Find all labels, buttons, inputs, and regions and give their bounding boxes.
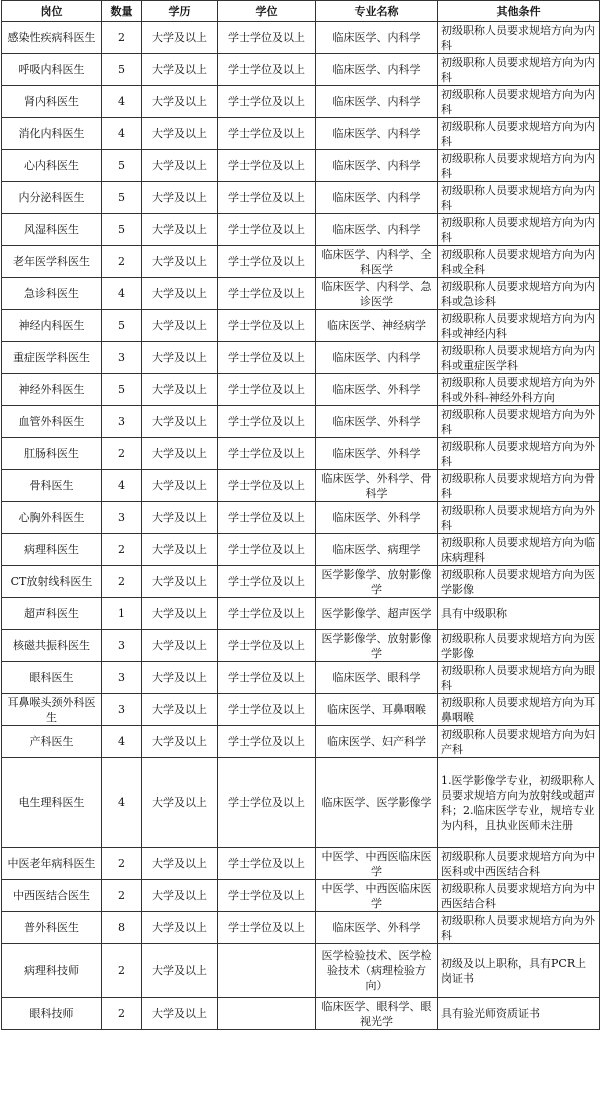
- table-row: [2, 374, 600, 406]
- table-row: [2, 310, 600, 342]
- header-degree: 学位: [218, 1, 316, 22]
- cell-post: 神经内科医生: [2, 310, 102, 342]
- cell-post: 风湿科医生: [2, 214, 102, 246]
- cell-post: 耳鼻喉头颈外科医生: [2, 694, 102, 726]
- cell-degree: 学士学位及以上: [218, 566, 316, 598]
- table-row: [2, 758, 600, 848]
- cell-other: 初级职称人员要求规培方向为医学影像: [438, 630, 600, 662]
- cell-count: 5: [102, 150, 142, 182]
- cell-major: 中医学、中西医临床医学: [316, 880, 438, 912]
- cell-degree: 学士学位及以上: [218, 534, 316, 566]
- table-row: [2, 726, 600, 758]
- cell-other: 初级职称人员要求规培方向为外科: [438, 438, 600, 470]
- table-row: [2, 566, 600, 598]
- cell-other: 初级职称人员要求规培方向为内科: [438, 118, 600, 150]
- recruitment-table: [1, 0, 600, 1030]
- cell-degree: 学士学位及以上: [218, 406, 316, 438]
- cell-count: 2: [102, 246, 142, 278]
- cell-degree: [218, 998, 316, 1030]
- cell-education: 大学及以上: [142, 54, 218, 86]
- table-row: [2, 278, 600, 310]
- cell-other: 初级职称人员要求规培方向为内科: [438, 150, 600, 182]
- cell-count: 5: [102, 182, 142, 214]
- cell-other: 初级职称人员要求规培方向为外科: [438, 502, 600, 534]
- cell-major: 临床医学、医学影像学: [316, 758, 438, 848]
- cell-count: 3: [102, 630, 142, 662]
- cell-degree: 学士学位及以上: [218, 22, 316, 54]
- cell-other: 1.医学影像学专业，初级职称人员要求规培方向为放射线或超声科；2.临床医学专业，规培专业为内科，且执业医师未注册: [438, 758, 600, 848]
- cell-major: 临床医学、妇产科学: [316, 726, 438, 758]
- cell-education: 大学及以上: [142, 374, 218, 406]
- header-education: 学历: [142, 1, 218, 22]
- cell-other: 初级职称人员要求规培方向为内科或神经内科: [438, 310, 600, 342]
- cell-degree: 学士学位及以上: [218, 374, 316, 406]
- cell-degree: 学士学位及以上: [218, 758, 316, 848]
- cell-education: 大学及以上: [142, 342, 218, 374]
- cell-count: 3: [102, 662, 142, 694]
- table-row: [2, 470, 600, 502]
- table-row: [2, 438, 600, 470]
- header-major: 专业名称: [316, 1, 438, 22]
- cell-count: 2: [102, 438, 142, 470]
- cell-major: 临床医学、病理学: [316, 534, 438, 566]
- cell-post: 血管外科医生: [2, 406, 102, 438]
- cell-education: 大学及以上: [142, 438, 218, 470]
- cell-degree: 学士学位及以上: [218, 342, 316, 374]
- table-row: [2, 848, 600, 880]
- cell-count: 3: [102, 342, 142, 374]
- cell-major: 临床医学、内科学: [316, 214, 438, 246]
- table-row: [2, 630, 600, 662]
- table-row: [2, 598, 600, 630]
- table-row: [2, 86, 600, 118]
- cell-education: 大学及以上: [142, 912, 218, 944]
- cell-count: 2: [102, 566, 142, 598]
- cell-other: 初级职称人员要求规培方向为临床病理科: [438, 534, 600, 566]
- cell-post: 急诊科医生: [2, 278, 102, 310]
- cell-post: CT放射线科医生: [2, 566, 102, 598]
- table-row: [2, 912, 600, 944]
- cell-major: 临床医学、外科学: [316, 502, 438, 534]
- cell-degree: 学士学位及以上: [218, 246, 316, 278]
- cell-count: 4: [102, 118, 142, 150]
- cell-count: 4: [102, 758, 142, 848]
- cell-post: 心胸外科医生: [2, 502, 102, 534]
- cell-count: 2: [102, 534, 142, 566]
- cell-post: 感染性疾病科医生: [2, 22, 102, 54]
- cell-post: 骨科医生: [2, 470, 102, 502]
- cell-post: 核磁共振科医生: [2, 630, 102, 662]
- header-post: 岗位: [2, 1, 102, 22]
- cell-education: 大学及以上: [142, 406, 218, 438]
- cell-education: 大学及以上: [142, 310, 218, 342]
- cell-education: 大学及以上: [142, 726, 218, 758]
- cell-other: 初级职称人员要求规培方向为医学影像: [438, 566, 600, 598]
- cell-other: 初级职称人员要求规培方向为妇产科: [438, 726, 600, 758]
- table-row: [2, 534, 600, 566]
- cell-degree: 学士学位及以上: [218, 54, 316, 86]
- cell-post: 内分泌科医生: [2, 182, 102, 214]
- header-count: 数量: [102, 1, 142, 22]
- table-row: [2, 54, 600, 86]
- cell-education: 大学及以上: [142, 944, 218, 998]
- cell-degree: 学士学位及以上: [218, 598, 316, 630]
- cell-major: 医学影像学、放射影像学: [316, 566, 438, 598]
- cell-major: 临床医学、内科学、全科医学: [316, 246, 438, 278]
- cell-major: 临床医学、眼科学: [316, 662, 438, 694]
- cell-other: 初级职称人员要求规培方向为内科: [438, 182, 600, 214]
- cell-degree: 学士学位及以上: [218, 726, 316, 758]
- table-row: [2, 214, 600, 246]
- cell-count: 5: [102, 54, 142, 86]
- cell-major: 临床医学、耳鼻咽喉: [316, 694, 438, 726]
- table-row: [2, 880, 600, 912]
- table-row: [2, 694, 600, 726]
- cell-other: 初级职称人员要求规培方向为眼科: [438, 662, 600, 694]
- cell-education: 大学及以上: [142, 566, 218, 598]
- cell-degree: 学士学位及以上: [218, 86, 316, 118]
- cell-education: 大学及以上: [142, 470, 218, 502]
- cell-education: 大学及以上: [142, 598, 218, 630]
- cell-count: 3: [102, 694, 142, 726]
- cell-degree: 学士学位及以上: [218, 214, 316, 246]
- cell-major: 临床医学、内科学: [316, 86, 438, 118]
- cell-education: 大学及以上: [142, 150, 218, 182]
- cell-degree: 学士学位及以上: [218, 182, 316, 214]
- header-other: 其他条件: [438, 1, 600, 22]
- cell-other: 初级职称人员要求规培方向为外科: [438, 912, 600, 944]
- table-row: [2, 182, 600, 214]
- cell-post: 普外科医生: [2, 912, 102, 944]
- table-row: [2, 662, 600, 694]
- cell-post: 电生理科医生: [2, 758, 102, 848]
- cell-post: 眼科技师: [2, 998, 102, 1030]
- cell-education: 大学及以上: [142, 758, 218, 848]
- cell-count: 2: [102, 998, 142, 1030]
- cell-post: 神经外科医生: [2, 374, 102, 406]
- cell-degree: 学士学位及以上: [218, 502, 316, 534]
- cell-other: 初级职称人员要求规培方向为内科: [438, 54, 600, 86]
- cell-other: 初级职称人员要求规培方向为内科或重症医学科: [438, 342, 600, 374]
- table-body: [2, 22, 600, 1030]
- cell-major: 临床医学、内科学: [316, 118, 438, 150]
- cell-major: 临床医学、内科学: [316, 22, 438, 54]
- cell-other: 初级职称人员要求规培方向为内科: [438, 22, 600, 54]
- cell-major: 临床医学、外科学、骨科学: [316, 470, 438, 502]
- cell-other: 初级职称人员要求规培方向为外科: [438, 406, 600, 438]
- cell-education: 大学及以上: [142, 214, 218, 246]
- table-row: [2, 406, 600, 438]
- cell-other: 具有中级职称: [438, 598, 600, 630]
- cell-count: 4: [102, 86, 142, 118]
- cell-major: 临床医学、外科学: [316, 438, 438, 470]
- cell-degree: 学士学位及以上: [218, 694, 316, 726]
- cell-post: 老年医学科医生: [2, 246, 102, 278]
- cell-other: 初级职称人员要求规培方向为内科或急诊科: [438, 278, 600, 310]
- cell-count: 3: [102, 502, 142, 534]
- cell-major: 临床医学、神经病学: [316, 310, 438, 342]
- cell-degree: 学士学位及以上: [218, 662, 316, 694]
- cell-post: 病理科技师: [2, 944, 102, 998]
- cell-other: 初级职称人员要求规培方向为内科: [438, 214, 600, 246]
- cell-post: 眼科医生: [2, 662, 102, 694]
- cell-other: 初级及以上职称，具有PCR上岗证书: [438, 944, 600, 998]
- cell-degree: 学士学位及以上: [218, 848, 316, 880]
- cell-count: 5: [102, 310, 142, 342]
- cell-count: 5: [102, 374, 142, 406]
- cell-education: 大学及以上: [142, 880, 218, 912]
- cell-count: 1: [102, 598, 142, 630]
- table-row: [2, 502, 600, 534]
- table-row: [2, 998, 600, 1030]
- cell-post: 消化内科医生: [2, 118, 102, 150]
- cell-degree: 学士学位及以上: [218, 438, 316, 470]
- cell-count: 2: [102, 944, 142, 998]
- cell-count: 2: [102, 22, 142, 54]
- cell-education: 大学及以上: [142, 502, 218, 534]
- cell-major: 临床医学、眼科学、眼视光学: [316, 998, 438, 1030]
- cell-education: 大学及以上: [142, 246, 218, 278]
- cell-degree: 学士学位及以上: [218, 880, 316, 912]
- cell-degree: 学士学位及以上: [218, 150, 316, 182]
- cell-major: 临床医学、内科学: [316, 54, 438, 86]
- cell-major: 医学影像学、放射影像学: [316, 630, 438, 662]
- cell-major: 临床医学、内科学: [316, 182, 438, 214]
- cell-post: 超声科医生: [2, 598, 102, 630]
- cell-education: 大学及以上: [142, 182, 218, 214]
- cell-major: 临床医学、外科学: [316, 374, 438, 406]
- cell-major: 医学影像学、超声医学: [316, 598, 438, 630]
- cell-major: 临床医学、内科学: [316, 342, 438, 374]
- cell-major: 临床医学、外科学: [316, 406, 438, 438]
- cell-degree: 学士学位及以上: [218, 630, 316, 662]
- cell-count: 3: [102, 406, 142, 438]
- cell-degree: 学士学位及以上: [218, 310, 316, 342]
- cell-post: 肛肠科医生: [2, 438, 102, 470]
- cell-other: 初级职称人员要求规培方向为骨科: [438, 470, 600, 502]
- cell-education: 大学及以上: [142, 534, 218, 566]
- cell-major: 临床医学、内科学、急诊医学: [316, 278, 438, 310]
- table-row: [2, 246, 600, 278]
- cell-post: 病理科医生: [2, 534, 102, 566]
- cell-post: 产科医生: [2, 726, 102, 758]
- cell-post: 呼吸内科医生: [2, 54, 102, 86]
- cell-post: 中西医结合医生: [2, 880, 102, 912]
- cell-post: 重症医学科医生: [2, 342, 102, 374]
- table-row: [2, 342, 600, 374]
- cell-count: 2: [102, 880, 142, 912]
- table-header-row: [2, 1, 600, 22]
- cell-education: 大学及以上: [142, 86, 218, 118]
- cell-education: 大学及以上: [142, 278, 218, 310]
- table-row: [2, 118, 600, 150]
- cell-education: 大学及以上: [142, 848, 218, 880]
- cell-education: 大学及以上: [142, 630, 218, 662]
- cell-degree: 学士学位及以上: [218, 470, 316, 502]
- cell-other: 具有验光师资质证书: [438, 998, 600, 1030]
- cell-degree: 学士学位及以上: [218, 912, 316, 944]
- cell-major: 临床医学、外科学: [316, 912, 438, 944]
- table-row: [2, 22, 600, 54]
- cell-major: 临床医学、内科学: [316, 150, 438, 182]
- cell-education: 大学及以上: [142, 998, 218, 1030]
- cell-major: 中医学、中西医临床医学: [316, 848, 438, 880]
- table-row: [2, 150, 600, 182]
- cell-degree: 学士学位及以上: [218, 118, 316, 150]
- cell-count: 4: [102, 726, 142, 758]
- cell-major: 医学检验技术、医学检验技术（病理检验方向）: [316, 944, 438, 998]
- cell-other: 初级职称人员要求规培方向为耳鼻咽喉: [438, 694, 600, 726]
- cell-other: 初级职称人员要求规培方向为内科或全科: [438, 246, 600, 278]
- cell-other: 初级职称人员要求规培方向为内科: [438, 86, 600, 118]
- cell-other: 初级职称人员要求规培方向为中医科或中西医结合科: [438, 848, 600, 880]
- cell-post: 心内科医生: [2, 150, 102, 182]
- cell-other: 初级职称人员要求规培方向为外科或外科-神经外科方向: [438, 374, 600, 406]
- cell-education: 大学及以上: [142, 694, 218, 726]
- cell-post: 肾内科医生: [2, 86, 102, 118]
- cell-education: 大学及以上: [142, 22, 218, 54]
- cell-other: 初级职称人员要求规培方向为中西医结合科: [438, 880, 600, 912]
- cell-count: 4: [102, 278, 142, 310]
- cell-count: 8: [102, 912, 142, 944]
- cell-education: 大学及以上: [142, 662, 218, 694]
- cell-education: 大学及以上: [142, 118, 218, 150]
- cell-post: 中医老年病科医生: [2, 848, 102, 880]
- cell-count: 5: [102, 214, 142, 246]
- table-row: [2, 944, 600, 998]
- cell-degree: 学士学位及以上: [218, 278, 316, 310]
- cell-count: 2: [102, 848, 142, 880]
- cell-degree: [218, 944, 316, 998]
- cell-count: 4: [102, 470, 142, 502]
